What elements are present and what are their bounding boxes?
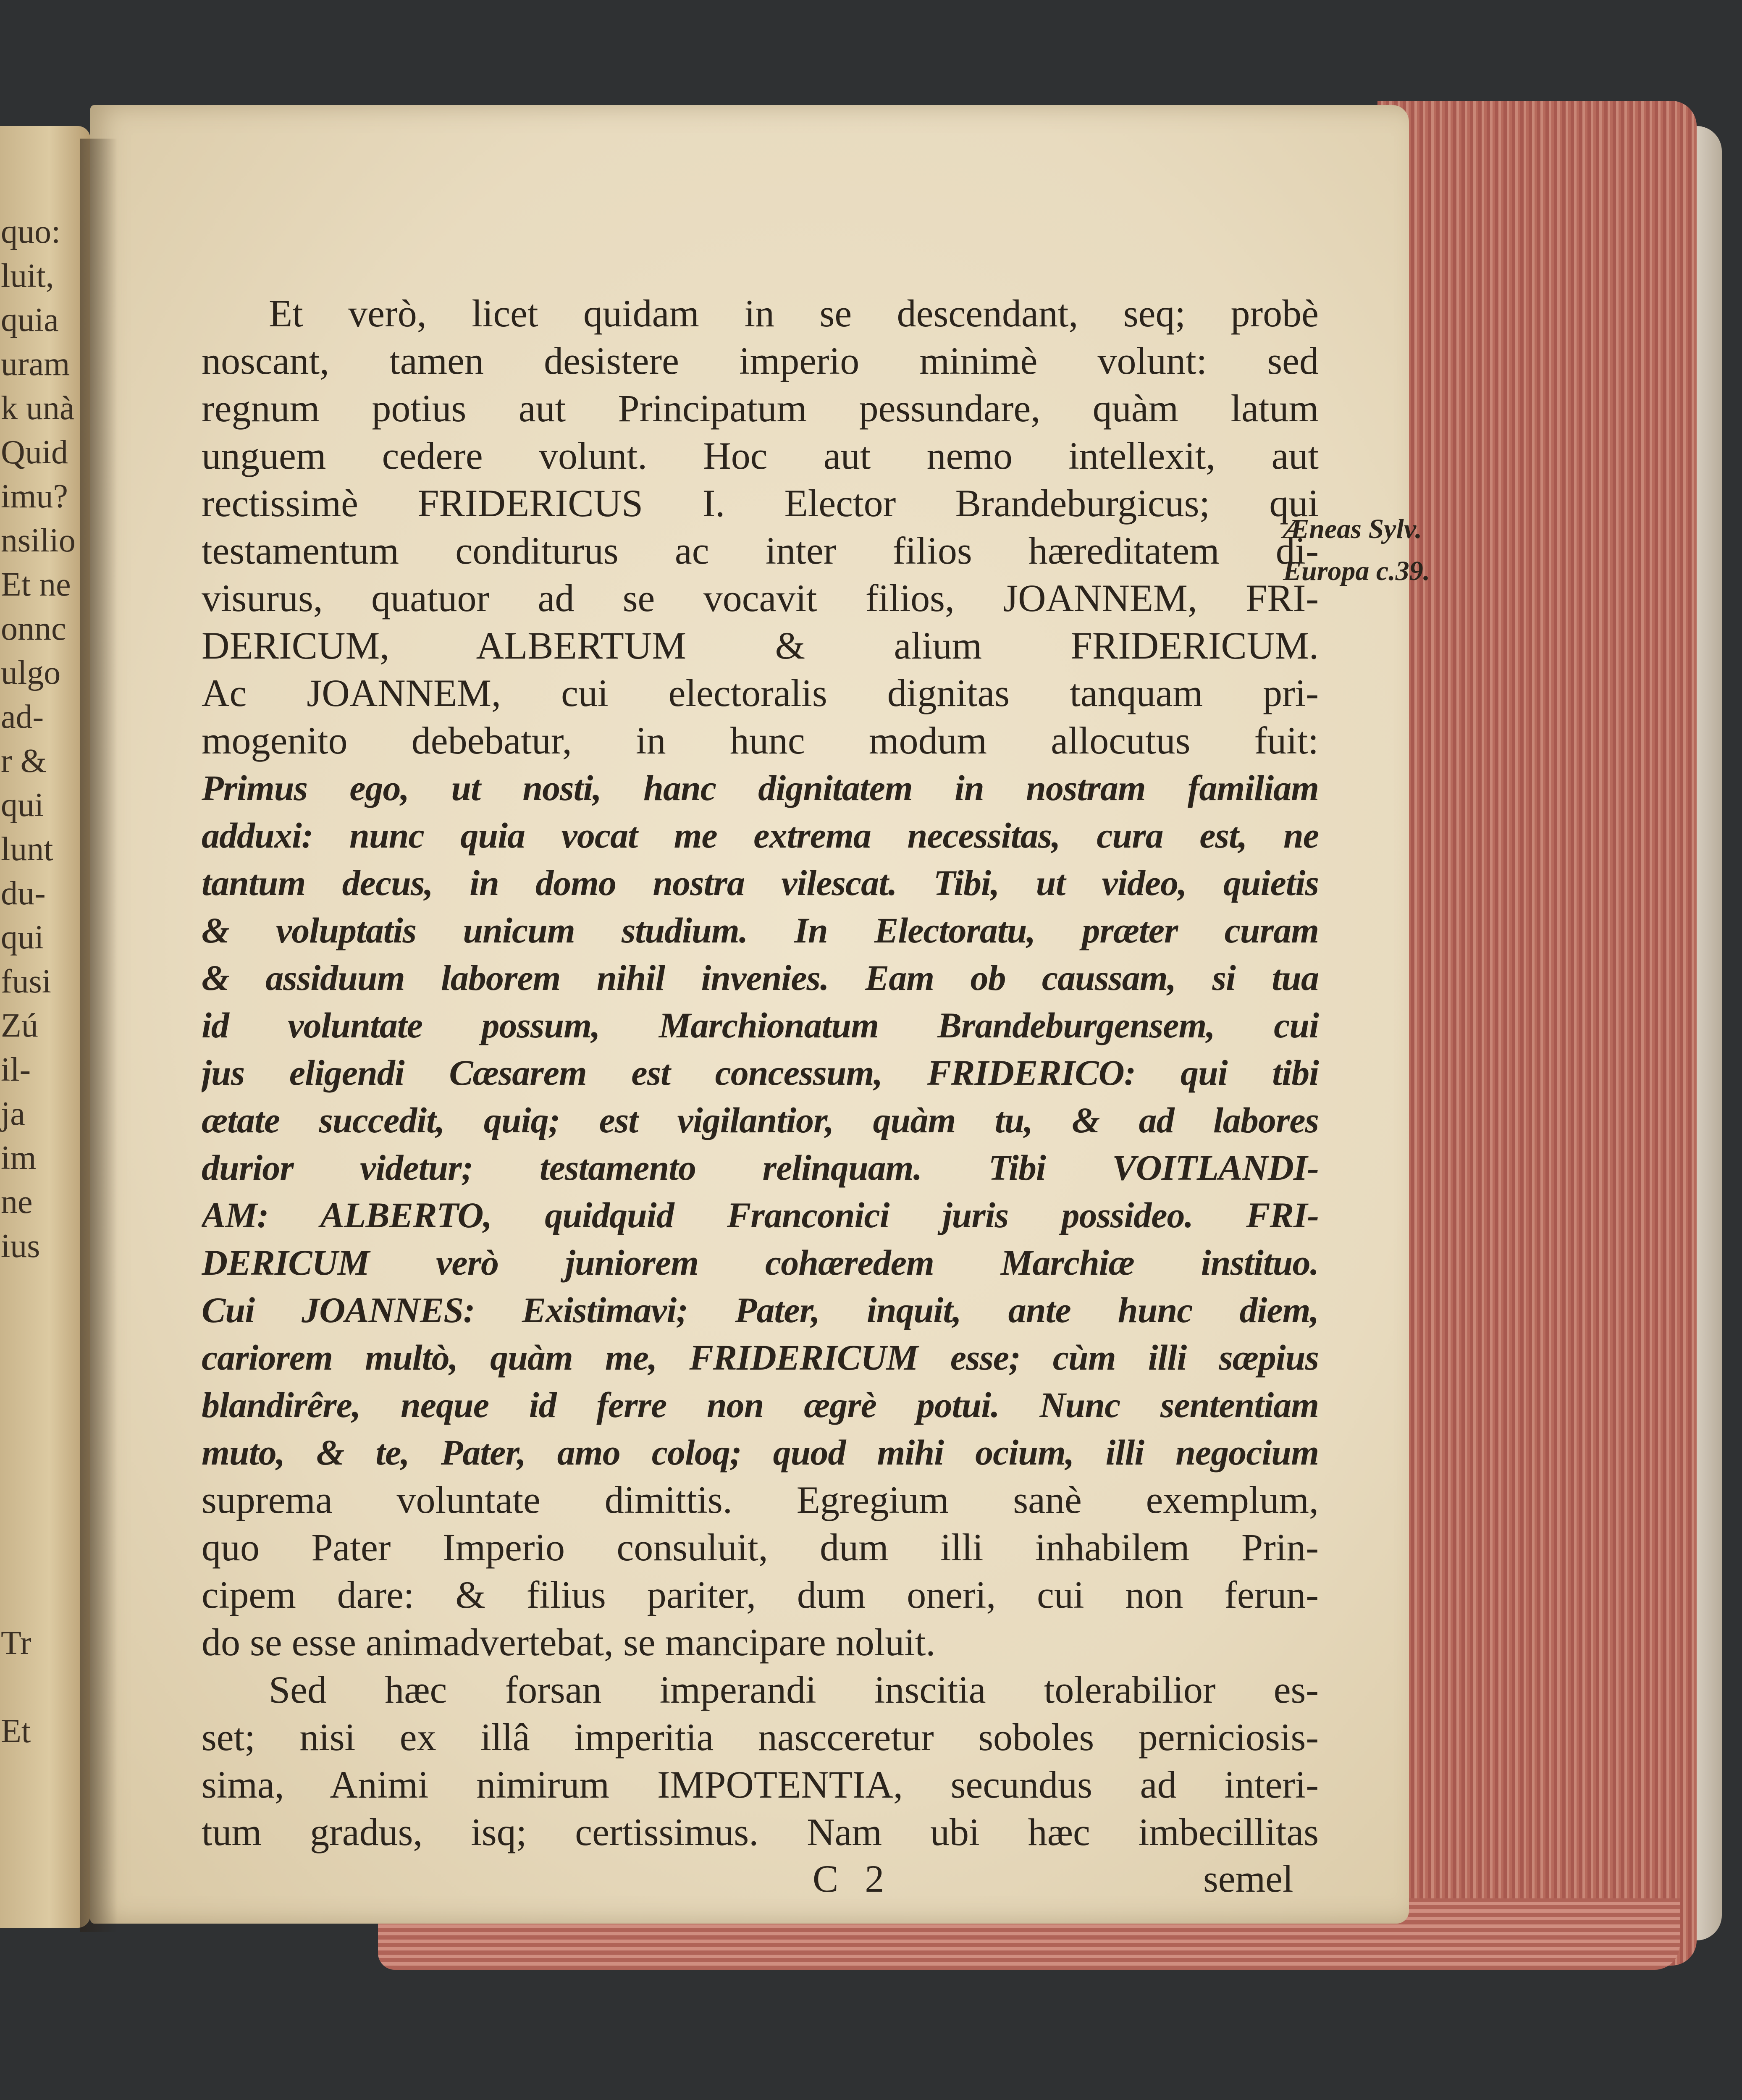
left-facing-page [0,126,90,1928]
left-fragment [0,1489,88,1533]
text-line: noscant, tamen desistere imperio minimè volunt: sed [202,339,1319,382]
left-fragment [0,1533,88,1577]
left-fragment: il- [1,1051,31,1088]
left-fragment: r & [1,743,47,780]
text-line: Sed hæc forsan imperandi inscitia tolerabilior es- [269,1668,1319,1711]
text-line: DERICUM, ALBERTUM & alium FRIDERICUM. [202,624,1319,667]
left-fragment: luit, [1,257,54,294]
gutter-shadow [80,139,118,1932]
text-line: sima, Animi nimirum IMPOTENTIA, secundus ad interi- [202,1763,1319,1806]
text-line: do se esse animadvertebat, se mancipare noluit. [202,1621,936,1664]
left-fragment: ulgo [1,654,61,691]
text-line-italic: AM: ALBERTO, quidquid Franconici juris possideo. FRI- [202,1195,1319,1235]
left-fragment: ius [1,1228,40,1265]
right-page [90,105,1430,1924]
left-fragment: im [1,1139,37,1176]
left-fragment [0,1401,88,1445]
text-line-italic: DERICUM verò juniorem cohæredem Marchiæ instituo. [202,1242,1319,1283]
left-fragment [0,1268,88,1312]
text-line-italic: durior videtur; testamento relinquam. Tibi VOITLANDI- [202,1147,1319,1188]
text-line-italic: Cui JOANNES: Existimavi; Pater, inquit, ante hunc diem, [202,1290,1319,1330]
left-fragment: k unà [1,390,75,427]
left-fragment: quia [1,302,59,339]
text-line: regnum potius aut Principatum pessundare, quàm latum [202,387,1319,430]
text-line-italic: ætate succedit, quiq; est vigilantior, quàm tu, & ad labores [202,1100,1319,1140]
left-fragment: nsilio [1,522,76,559]
text-line-italic: id voluntate possum, Marchionatum Brandeburgensem, cui [202,1005,1319,1045]
page-edges-red [1377,101,1697,1966]
left-fragment: Et ne [1,566,71,603]
text-line: unguem cedere volunt. Hoc aut nemo intellexit, aut [202,434,1319,477]
text-line-italic: jus eligendi Cæsarem est concessum, FRIDERICO: qui tibi [202,1053,1319,1093]
text-line-italic: tantum decus, in domo nostra vilescat. Tibi, ut video, quietis [202,863,1319,903]
left-fragment: imu? [1,478,68,515]
left-fragment: qui [1,787,44,824]
text-line: rectissimè FRIDERICUS I. Elector Brandeburgicus; qui [202,482,1319,525]
page-body-text [202,290,1319,1856]
text-line: cipem dare: & filius pariter, dum oneri, cui non ferun- [202,1573,1319,1616]
margin-note-line: Europa c.39. [1283,556,1430,586]
text-line-italic: muto, & te, Pater, amo coloq; quod mihi ocium, illi negocium [202,1432,1319,1473]
text-line: testamentum conditurus ac inter filios hæreditatem di- [202,529,1319,572]
signature-mark: C 2 [813,1857,893,1900]
text-line-italic: & voluptatis unicum studium. In Electoratu, præter curam [202,910,1319,950]
text-line: Ac JOANNEM, cui electoralis dignitas tanquam pri- [202,672,1319,714]
text-line-italic: adduxi: nunc quia vocat me extrema necessitas, cura est, ne [202,815,1319,856]
left-fragment: ne [1,1184,33,1221]
text-line: mogenito debebatur, in hunc modum allocutus fuit: [202,719,1319,762]
text-line-italic: & assiduum laborem nihil invenies. Eam ob caussam, si tua [202,958,1319,998]
left-fragment: quo: [1,213,61,250]
left-fragment: qui [1,919,44,956]
left-fragment: ja [1,1095,25,1132]
text-line: visurus, quatuor ad se vocavit filios, JOANNEM, FRI- [202,577,1319,620]
left-fragment: Zú [1,1007,38,1044]
left-fragment: Et [1,1713,31,1750]
left-fragment: uram [1,346,70,383]
text-line-italic: Primus ego, ut nosti, hanc dignitatem in nostram familiam [202,768,1319,808]
left-fragment: du- [1,875,46,912]
left-fragment: lunt [1,831,53,868]
left-page-text [0,210,88,1754]
margin-note-line: Æneas Sylv. [1283,514,1422,544]
catchword: semel [1203,1857,1293,1900]
left-fragment: Quid [1,434,68,471]
text-line: quo Pater Imperio consuluit, dum illi inhabilem Prin- [202,1526,1319,1569]
text-line: tum gradus, isq; certissimus. Nam ubi hæc imbecillitas [202,1811,1319,1853]
left-fragment [0,1312,88,1357]
left-fragment: Tr [1,1625,31,1662]
left-fragment: ad- [1,698,44,735]
text-line-italic: blandirêre, neque id ferre non ægrè potui. Nunc sententiam [202,1385,1319,1425]
left-fragment [0,1357,88,1401]
text-line: Et verò, licet quidam in se descendant, seq; probè [269,292,1319,335]
margin-note [1283,508,1459,592]
text-line-italic: cariorem multò, quàm me, FRIDERICUM esse; cùm illi sæpius [202,1337,1319,1378]
text-line: suprema voluntate dimittis. Egregium sanè exemplum, [202,1478,1319,1521]
left-fragment: onnc [1,610,66,647]
left-fragment: fusi [1,963,51,1000]
left-fragment [0,1577,88,1621]
text-line: set; nisi ex illâ imperitia nascceretur soboles perniciosis- [202,1716,1319,1759]
left-fragment [0,1665,88,1709]
left-fragment [0,1445,88,1489]
